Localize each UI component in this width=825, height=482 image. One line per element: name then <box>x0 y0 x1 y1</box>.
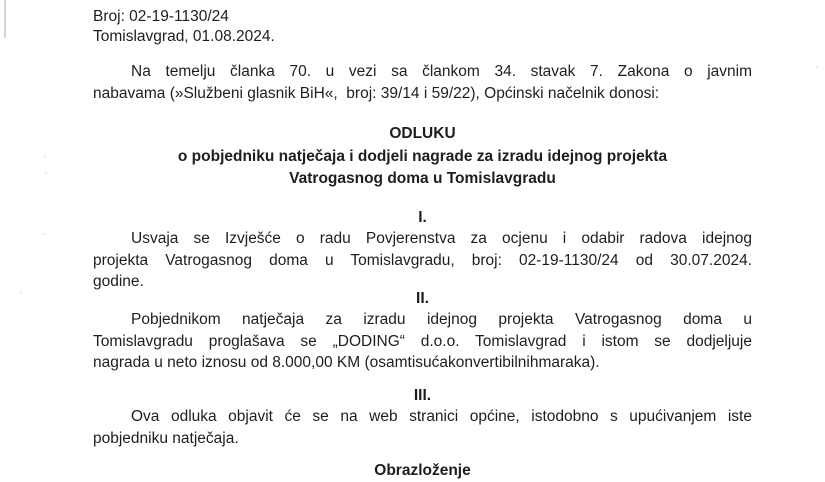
section-1-line: projekta Vatrogasnog doma u Tomislavgradu, broj: 02-19-1130/24 od 30.07.2024. <box>93 251 752 269</box>
section-3-line: Ova odluka objavit će se na web stranici općine, istodobno s upućivanjem iste <box>131 408 752 425</box>
document-text-block <box>93 0 752 479</box>
title-word: ODLUKU <box>389 125 456 142</box>
section-heading-1: I. <box>418 209 427 226</box>
title-line: Vatrogasnog doma u Tomislavgradu <box>289 170 556 187</box>
preamble-line: Na temelju članka 70. u vezi sa člankom 34. stavak 7. Zakona o javnim <box>131 63 752 80</box>
scan-speck <box>816 66 818 68</box>
section-heading-3: III. <box>413 387 432 404</box>
scan-edge-artifact <box>4 0 6 38</box>
section-1-line: Usvaja se Izvješće o radu Povjerenstva za ocjenu i odabir radova idejnog <box>131 230 752 247</box>
scan-speck <box>20 292 22 294</box>
scan-speck <box>43 233 45 235</box>
section-3-line: pobjedniku natječaja. <box>93 429 239 447</box>
title-line: o pobjedniku natječaja i dodjeli nagrade za izradu idejnog projekta <box>177 147 668 165</box>
preamble-line: nabavama (»Službeni glasnik BiH«, broj: 39/14 i 59/22), Općinski načelnik donosi: <box>93 85 660 102</box>
section-1-paragraph <box>93 228 752 293</box>
place-date: Tomislavgrad, 01.08.2024. <box>93 27 275 45</box>
ref-number: Broj: 02-19-1130/24 <box>93 8 229 25</box>
preamble-paragraph <box>93 61 752 105</box>
section-1-line: godine. <box>93 273 144 290</box>
section-3-paragraph <box>93 406 752 449</box>
section-2-line: Pobjednikom natječaja za izradu idejnog projekta Vatrogasnog doma u <box>131 311 752 328</box>
clipped-bottom-heading: Obrazloženje <box>374 462 471 479</box>
section-heading-2: II. <box>416 290 429 307</box>
section-2-line: nagrada u neto iznosu od 8.000,00 KM (osamtisućakonvertibilnihmaraka). <box>93 354 600 371</box>
section-2-line: Tomislavgradu proglašava se „DODING“ d.o.o. Tomislavgrad i istom se dodjeljuje <box>93 332 752 350</box>
document-header <box>93 7 752 46</box>
section-2-paragraph <box>93 309 752 374</box>
scan-speck <box>44 156 46 158</box>
document-title <box>93 123 752 191</box>
scan-speck <box>45 172 47 174</box>
